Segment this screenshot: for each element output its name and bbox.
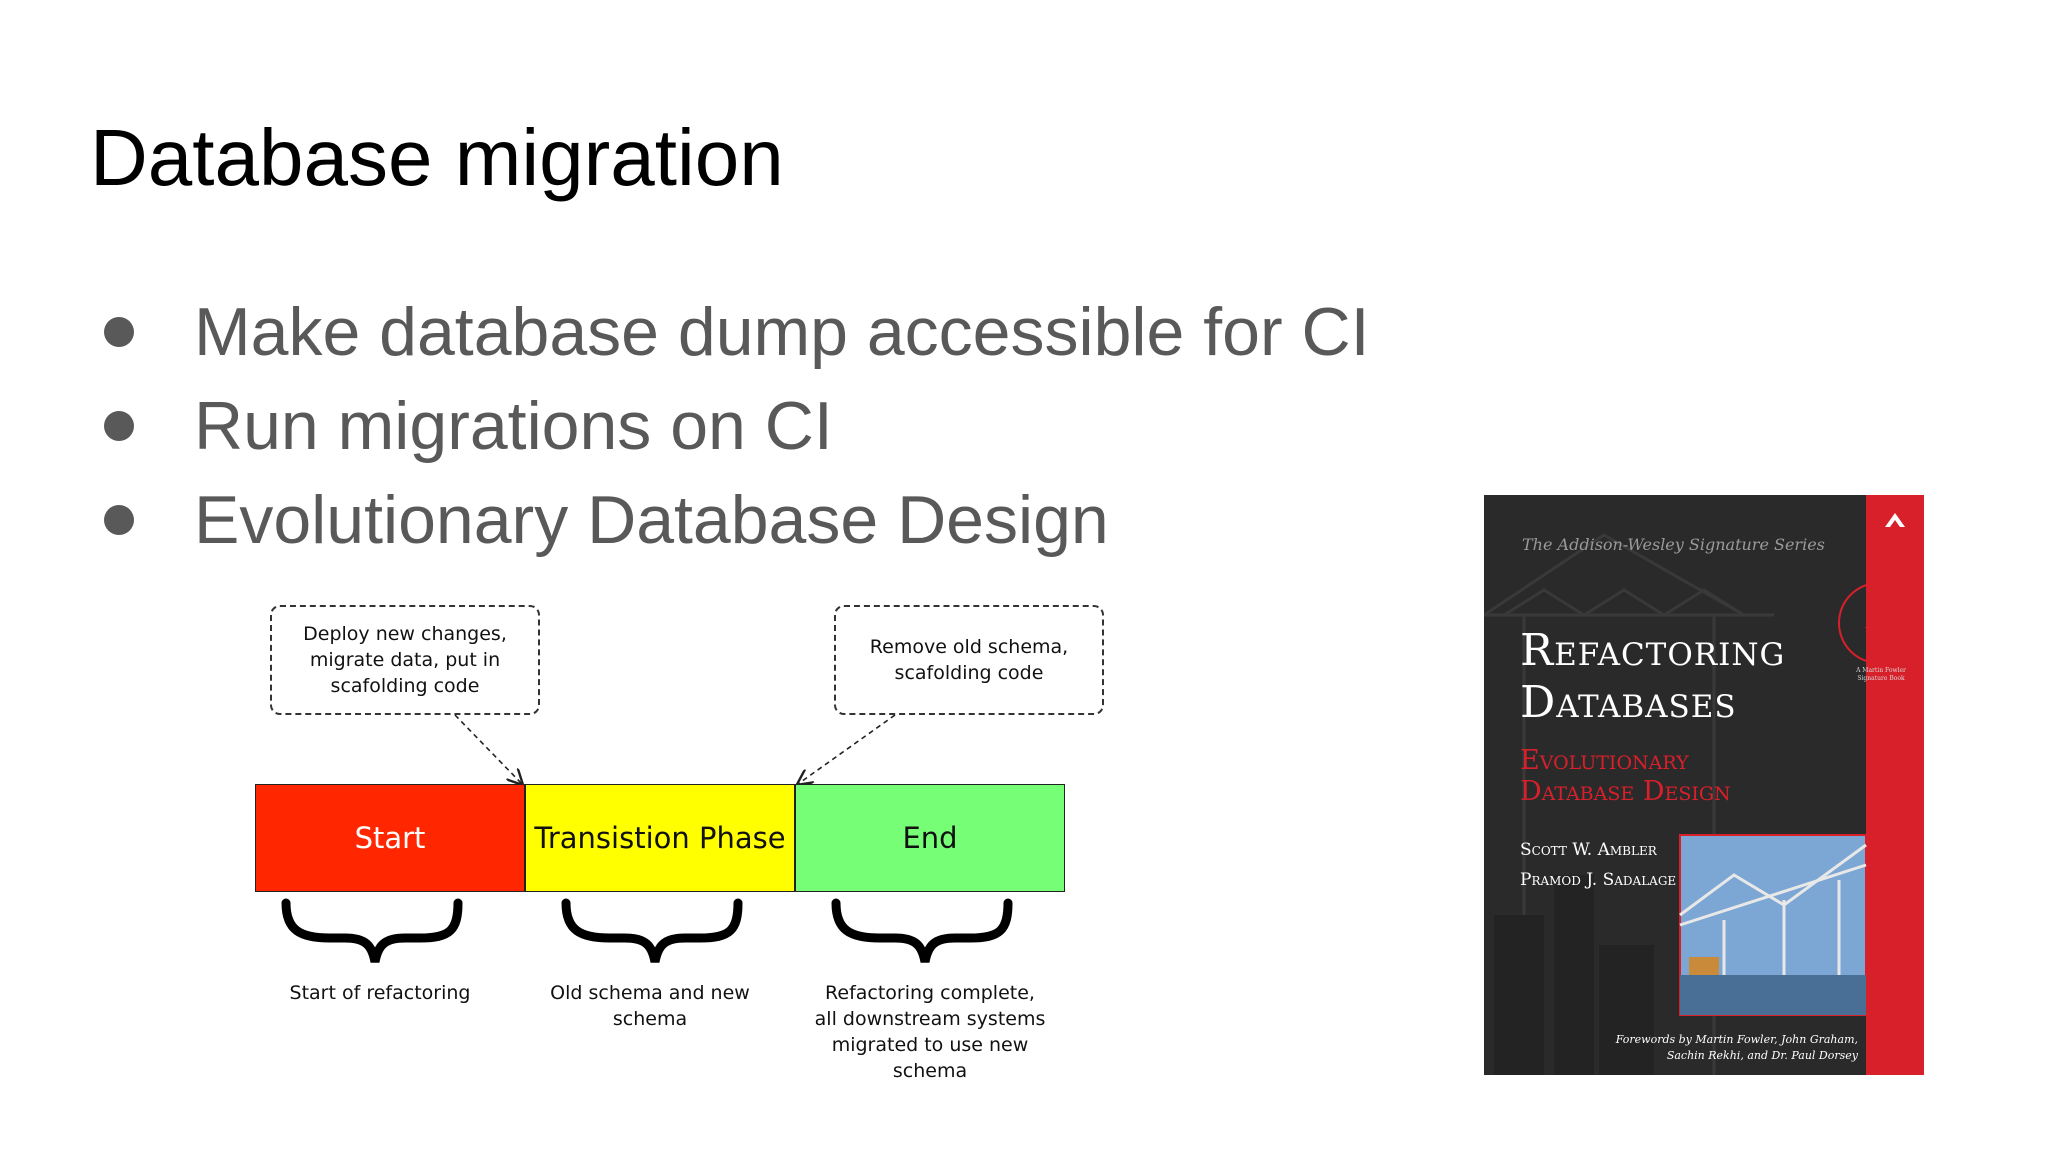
phase-transition-label: Transistion Phase [534, 821, 786, 855]
book-subtitle-line1: Evolutionary [1520, 745, 1689, 776]
bullet-text: Run migrations on CI [194, 388, 833, 464]
bullet-dot-icon [104, 317, 134, 347]
book-title-line2: Databases [1520, 677, 1737, 728]
callout-remove: Remove old schema, scafolding code [834, 605, 1104, 715]
caption-end: Refactoring complete, all downstream systems migrated to use new schema [814, 982, 1046, 1082]
brace-transition-icon [566, 903, 738, 962]
bullet-dot-icon [104, 505, 134, 535]
book-author-2: Pramod J. Sadalage [1520, 870, 1677, 890]
phase-start-label: Start [354, 821, 426, 855]
bullet-text: Make database dump accessible for CI [194, 294, 1370, 370]
phase-transition [525, 784, 795, 892]
brace-start-icon [286, 903, 458, 962]
bullet-item [104, 285, 1370, 379]
slide-title: Database migration [90, 113, 784, 202]
book-subtitle-line2: Database Design [1520, 776, 1731, 807]
phase-start [255, 784, 525, 892]
callout-deploy: Deploy new changes, migrate data, put in scafolding code [270, 605, 540, 715]
book-author-1: Scott W. Ambler [1520, 840, 1657, 860]
book-title-line1: Refactoring [1520, 625, 1786, 676]
book-forewords-line1: Forewords by Martin Fowler, John Graham, [1615, 1033, 1858, 1046]
brace-end-icon [836, 903, 1008, 962]
arrow-remove [798, 715, 895, 784]
phase-end [795, 784, 1065, 892]
bullet-text: Evolutionary Database Design [194, 482, 1109, 558]
phase-end-label: End [902, 821, 958, 855]
bullet-list [104, 285, 1370, 567]
caption-start: Start of refactoring [289, 982, 471, 1004]
book-forewords-line2: Sachin Rekhi, and Dr. Paul Dorsey [1666, 1049, 1858, 1062]
bullet-dot-icon [104, 411, 134, 441]
book-series: The Addison-Wesley Signature Series [1522, 535, 1825, 554]
bullet-item [104, 379, 1370, 473]
book-seal-text: A Martin Fowler Signature Book [1856, 667, 1906, 682]
book-cover-image [1484, 495, 1924, 1075]
bullet-item [104, 473, 1370, 567]
caption-transition: Old schema and new schema [550, 982, 750, 1030]
arrow-deploy [455, 715, 522, 784]
svg-text:MF: MF [1865, 613, 1893, 632]
